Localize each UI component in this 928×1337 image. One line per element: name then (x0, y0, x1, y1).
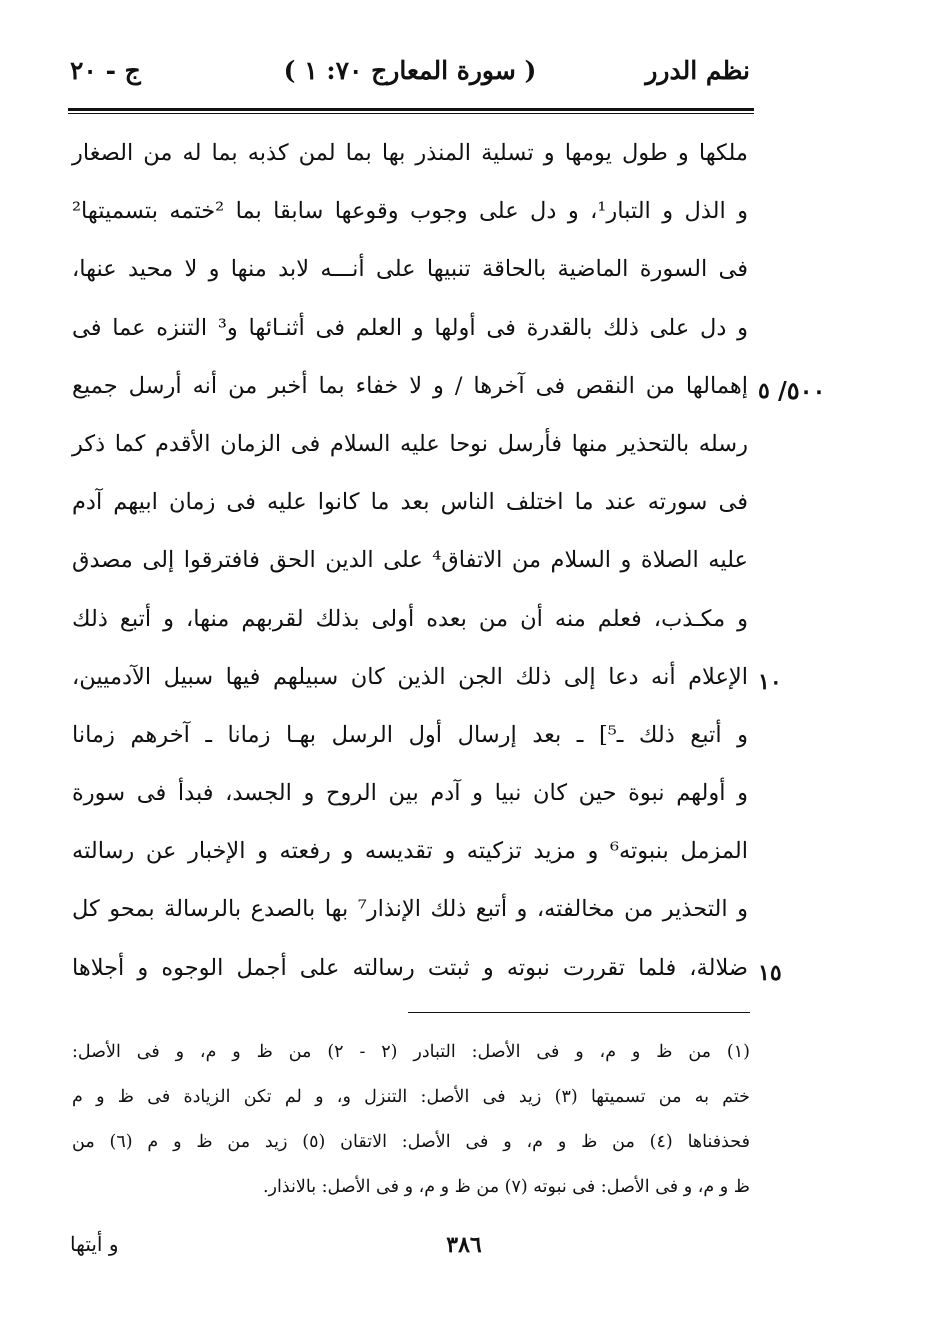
header-rule-thin (68, 113, 754, 114)
surah-heading: ( سورة المعارج ٧٠: ١ ) (283, 56, 537, 85)
text-line: فى السورة الماضية بالحاقة تنبيها على أنـــه لابد منها و لا محيد عنها، (72, 256, 748, 283)
text-line: و أتبع ذلك ـ⁵] ـ بعد إرسال أول الرسل بهـا زمانا ـ آخرهم زمانا (72, 721, 748, 748)
text-line: رسله بالتحذير منها فأرسل نوحا عليه السلام فى الزمان الأقدم كما ذكر (72, 430, 748, 457)
footnote-line: ظ و م، و فى الأصل: فى نبوته (٧) من ظ و م، و فى الأصل: بالانذار. (262, 1177, 750, 1197)
header-rule-thick (68, 108, 754, 111)
running-title: نظم الدرر (645, 56, 750, 85)
page-number: ٣٨٦ (446, 1232, 482, 1258)
text-line: عليه الصلاة و السلام من الاتفاق⁴ على الدين الحق فافترقوا إلى مصدق (72, 547, 748, 574)
catchword: و أيتها (70, 1232, 119, 1256)
text-line: ملكها و طول يومها و تسلية المنذر بها بما لمن كذبه بما له من الصغار (72, 140, 748, 166)
margin-page-reference: /٥٠٠ (778, 376, 826, 405)
text-line: و الذل و التبار¹، و دل على وجوب وقوعها سابقا بما ²ختمه بتسميتها² (72, 198, 749, 225)
text-line: و التحذير من مخالفته، و أتبع ذلك الإنذار⁷ بها بالصدع بالرسالة بمحو كل (72, 896, 748, 923)
footnote-line: فحذفناها (٤) من ظ و م، و فى الأصل: الاتقان (٥) زيد من ظ و م (٦) من (72, 1132, 750, 1152)
text-line: الإعلام أنه دعا إلى ذلك الجن الذين كان سبيلهم فيها سبيل الآدميين، (72, 663, 748, 690)
text-line: و أولهم نبوة حين كان نبيا و آدم بين الروح و الجسد، فبدأ فى سورة (72, 780, 748, 807)
text-line: و دل على ذلك بالقدرة فى أولها و العلم فى أثنـائها و³ التنزه عما فى (72, 314, 748, 341)
text-line: المزمل بنبوته⁶ و مزيد تزكيته و تقديسه و رفعته و الإخبار عن رسالته (72, 838, 748, 865)
footnote-line: ختم به من تسميتها (٣) زيد فى الأصل: التنزل و، و لم تكن الزيادة فى ظ و م (72, 1087, 750, 1107)
line-number-10: ١٠ (758, 669, 782, 695)
text-line: إهمالها من النقص فى آخرها / و لا خفاء بما أخبر من أنه أرسل جميع (72, 372, 748, 399)
volume-label: ج - ٢٠ (70, 56, 141, 85)
footnote-line: (١) من ظ و م، و فى الأصل: التبادر (٢ - ٢) من ظ و م، و فى الأصل: (72, 1042, 750, 1062)
line-number-15: ١٥ (758, 960, 782, 986)
text-line: و مكـذب، فعلم منه أن من بعده أولى بذلك لقربهم منها، و أتبع ذلك (72, 605, 748, 632)
text-line: فى سورته عند ما اختلف الناس بعد ما كانوا عليه فى زمان ابيهم آدم (72, 489, 748, 516)
page-header (70, 56, 750, 100)
footnotes (72, 1030, 750, 1210)
main-text (72, 124, 748, 997)
text-line: ضلالة، فلما تقررت نبوته و ثبتت رسالته على أجمل الوجوه و أجلاها (72, 954, 748, 981)
line-number-5: ٥ (758, 378, 770, 404)
footnote-rule (408, 1012, 750, 1013)
